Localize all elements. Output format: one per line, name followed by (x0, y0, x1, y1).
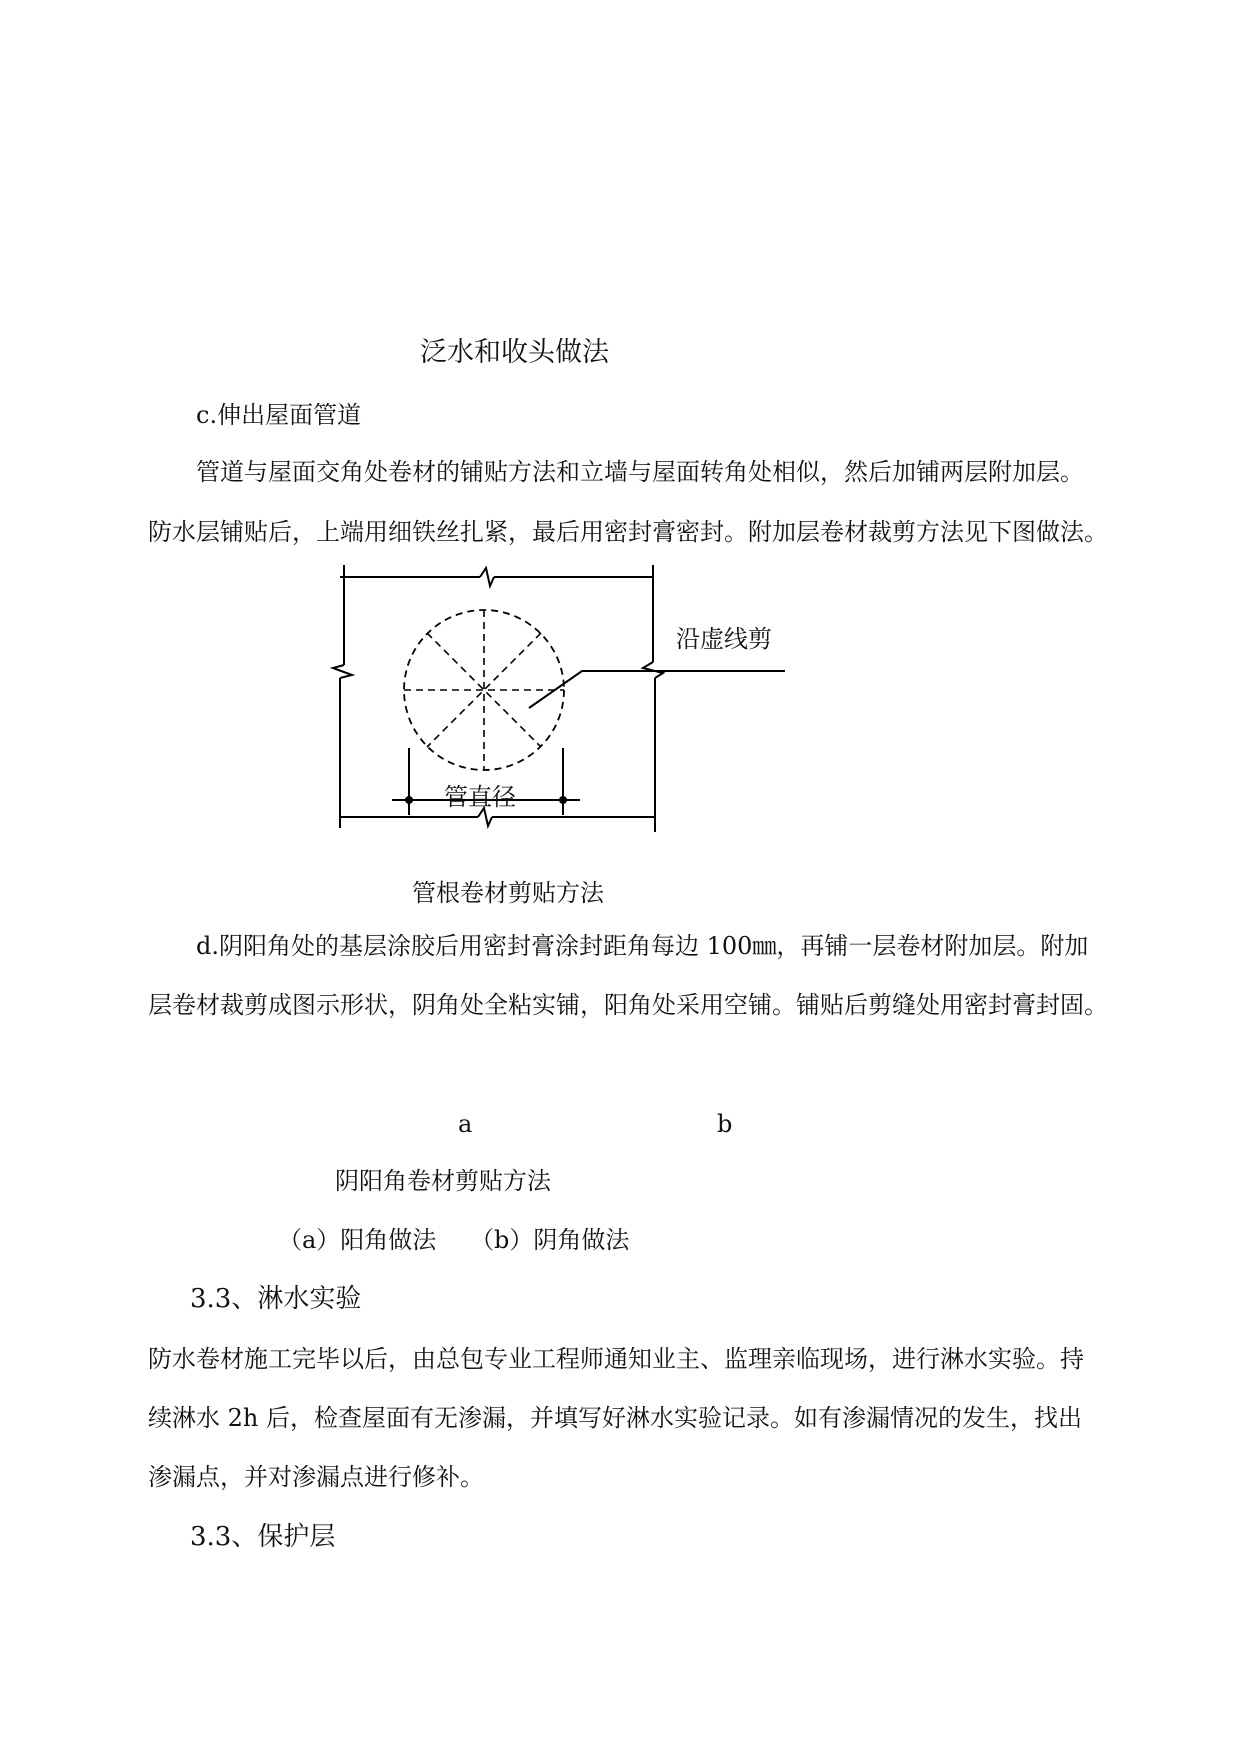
section-rain-test-heading: 3.3、淋水实验 (190, 1284, 362, 1314)
cut-along-dashed-line-label: 沿虚线剪 (676, 625, 772, 653)
diameter-left-dot (406, 797, 413, 804)
item-d-paragraph-line-2: 层卷材裁剪成图示形状，阴角处全粘实铺，阳角处采用空铺。铺贴后剪缝处用密封膏封固。 (148, 991, 1108, 1019)
pipe-figure-caption: 管根卷材剪贴方法 (412, 879, 604, 907)
top-break-mark (480, 568, 494, 586)
corner-subcaption-a: （a）阳角做法 (278, 1226, 437, 1254)
corner-figure-caption: 阴阳角卷材剪贴方法 (335, 1167, 551, 1195)
left-break-mark (333, 665, 352, 678)
item-c-paragraph-line-1: 管道与屋面交角处卷材的铺贴方法和立墙与屋面转角处相似，然后加铺两层附加层。 (196, 458, 1084, 486)
rain-test-paragraph-line-1: 防水卷材施工完毕以后，由总包专业工程师通知业主、监理亲临现场，进行淋水实验。持 (148, 1345, 1084, 1373)
corner-figure-label-b: b (717, 1110, 733, 1138)
item-d-paragraph-line-1: d.阴阳角处的基层涂胶后用密封膏涂封距角每边 100㎜，再铺一层卷材附加层。附加 (196, 932, 1089, 960)
item-c-paragraph-line-2: 防水层铺贴后，上端用细铁丝扎紧，最后用密封膏密封。附加层卷材裁剪方法见下图做法。 (148, 518, 1108, 546)
diameter-right-dot (560, 797, 567, 804)
pipe-diameter-label: 管直径 (444, 783, 516, 811)
rain-test-paragraph-line-3: 渗漏点，并对渗漏点进行修补。 (148, 1463, 484, 1491)
section-protective-layer-heading: 3.3、保护层 (190, 1522, 336, 1552)
item-c-heading: c.伸出屋面管道 (196, 401, 362, 429)
corner-figure-label-a: a (458, 1110, 473, 1138)
rain-test-paragraph-line-2: 续淋水 2h 后，检查屋面有无渗漏，并填写好淋水实验记录。如有渗漏情况的发生，找出 (148, 1404, 1082, 1432)
section-title: 泛水和收头做法 (420, 337, 609, 368)
corner-subcaption-b: （b）阴角做法 (470, 1226, 630, 1254)
